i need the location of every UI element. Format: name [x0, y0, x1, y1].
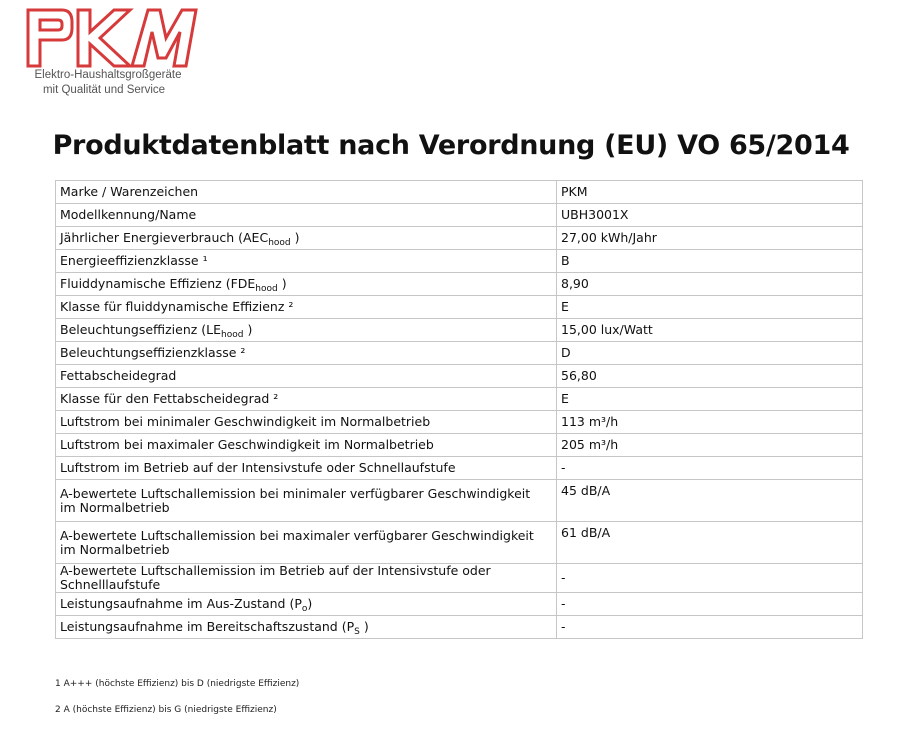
table-row	[56, 593, 863, 616]
row-label	[56, 227, 557, 250]
table-row	[56, 411, 863, 434]
pkm-logo-mark	[26, 8, 198, 68]
row-value: -	[557, 616, 863, 639]
row-label: Energieeffizienzklasse ¹	[56, 250, 557, 273]
row-value: UBH3001X	[557, 204, 863, 227]
row-label: A-bewertete Luftschallemission im Betrieb auf der Intensivstufe oder Schnelllaufstufe	[56, 564, 557, 593]
row-label	[56, 522, 557, 564]
logo-tagline-line2: mit Qualität und Service	[42, 84, 166, 96]
row-value: -	[557, 564, 863, 593]
row-value: 61 dB/A	[557, 522, 863, 564]
footnote-2: 2 A (höchste Effizienz) bis G (niedrigste Effizienz)	[55, 705, 277, 715]
row-label	[56, 319, 557, 342]
row-value: 45 dB/A	[557, 480, 863, 522]
row-label	[56, 593, 557, 616]
row-value: 205 m³/h	[557, 434, 863, 457]
label-text: Leistungsaufnahme im Aus-Zustand (P	[60, 596, 302, 611]
table-row	[56, 434, 863, 457]
table-row	[56, 296, 863, 319]
row-value: -	[557, 457, 863, 480]
row-label: Fettabscheidegrad	[56, 365, 557, 388]
label-line: A-bewertete Luftschallemission bei minimaler verfügbarer Geschwindigkeit	[60, 485, 531, 501]
row-label: Modellkennung/Name	[56, 204, 557, 227]
row-label: Marke / Warenzeichen	[56, 181, 557, 204]
row-label: Luftstrom bei minimaler Geschwindigkeit im Normalbetrieb	[56, 411, 557, 434]
row-label: Klasse für fluiddynamische Effizienz ²	[56, 296, 557, 319]
label-text: Leistungsaufnahme im Bereitschaftszustand (P	[60, 619, 355, 634]
table-row	[56, 181, 863, 204]
row-label	[56, 273, 557, 296]
label-suffix: )	[277, 276, 287, 291]
label-subscript: hood	[268, 238, 291, 248]
row-label: Klasse für den Fettabscheidegrad ²	[56, 388, 557, 411]
table-row	[56, 204, 863, 227]
row-label	[56, 480, 557, 522]
table-row	[56, 365, 863, 388]
footnote-1: 1 A+++ (höchste Effizienz) bis D (niedrigste Effizienz)	[55, 679, 300, 689]
row-value: 113 m³/h	[557, 411, 863, 434]
table-row	[56, 227, 863, 250]
label-suffix: )	[307, 596, 313, 611]
row-value: 8,90	[557, 273, 863, 296]
row-value: 15,00 lux/Watt	[557, 319, 863, 342]
table-row	[56, 522, 863, 564]
row-value: E	[557, 388, 863, 411]
table-row	[56, 564, 863, 593]
label-text: Beleuchtungseffizienz (LE	[60, 322, 222, 337]
table-row	[56, 250, 863, 273]
row-value: E	[557, 296, 863, 319]
row-label: Luftstrom im Betrieb auf der Intensivstufe oder Schnellaufstufe	[56, 457, 557, 480]
label-text: Jährlicher Energieverbrauch (AEC	[60, 230, 269, 245]
label-subscript: hood	[221, 330, 244, 340]
table-row	[56, 342, 863, 365]
label-line: im Normalbetrieb	[60, 541, 170, 557]
row-value: D	[557, 342, 863, 365]
company-logo	[26, 8, 198, 100]
table-row	[56, 388, 863, 411]
table-row	[56, 457, 863, 480]
row-value: B	[557, 250, 863, 273]
label-subscript: hood	[255, 284, 278, 294]
logo-tagline-line1: Elektro-Haushaltsgroßgeräte	[34, 69, 182, 81]
label-line: im Normalbetrieb	[60, 499, 170, 515]
label-text: Fluiddynamische Effizienz (FDE	[60, 276, 256, 291]
table-row	[56, 616, 863, 639]
row-label	[56, 616, 557, 639]
table-row	[56, 319, 863, 342]
label-suffix: )	[359, 619, 369, 634]
label-subscript: S	[354, 627, 360, 637]
label-subscript: o	[301, 604, 308, 614]
table-row	[56, 273, 863, 296]
row-value: 27,00 kWh/Jahr	[557, 227, 863, 250]
page-title: Produktdatenblatt nach Verordnung (EU) VO 65/2014	[52, 130, 850, 161]
row-value: 56,80	[557, 365, 863, 388]
row-value: -	[557, 593, 863, 616]
product-data-table	[55, 180, 863, 639]
row-value: PKM	[557, 181, 863, 204]
row-label: Luftstrom bei maximaler Geschwindigkeit im Normalbetrieb	[56, 434, 557, 457]
table-row	[56, 480, 863, 522]
label-suffix: )	[290, 230, 300, 245]
label-suffix: )	[243, 322, 253, 337]
row-label: Beleuchtungseffizienzklasse ²	[56, 342, 557, 365]
label-line: A-bewertete Luftschallemission bei maximaler verfügbarer Geschwindigkeit	[60, 527, 534, 543]
